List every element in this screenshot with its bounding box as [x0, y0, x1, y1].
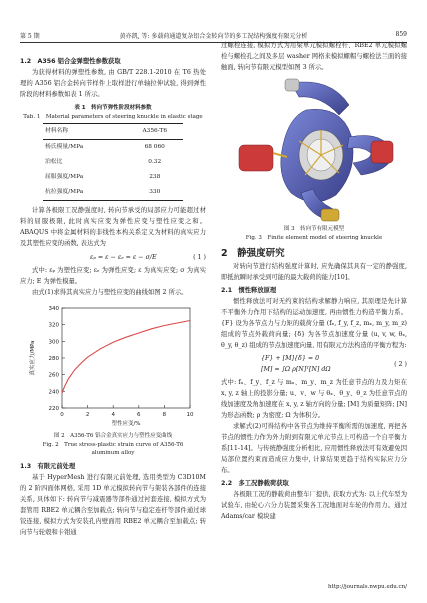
- section-1-3-heading: 1.3 有限元前处理: [20, 462, 76, 470]
- journal-url: http://journals.nwpu.edu.cn/: [328, 584, 407, 590]
- figure-3-caption: [221, 225, 407, 242]
- table-row: [43, 155, 183, 170]
- equation-2-definitions: 式中: fₓ、f_y、f_z 与 mₓ、m_y、m_z 为任意节点的力及力矩在 x, y, z 轴上的投影分量; u、v、w 与 θₓ、θ_y、θ_z 为任意节点的线加速度及角加速度在 x, y, z 轴方向的分量; [M] 为质量矩阵; [N] 为形态函数; ρ 为密度; Ω 为体积分。: [221, 379, 407, 419]
- material-table: [43, 123, 183, 201]
- table-1-caption: [20, 104, 206, 121]
- figure-2-caption-en-2: aluminum alloy: [91, 450, 135, 456]
- y-tick-label: 260: [48, 372, 59, 379]
- section-1-2-heading: 1.2 A356 铝合金弹塑性参数获取: [20, 58, 121, 65]
- section-1-3-text: 基于 HyperMesh 进行有限元前处理, 选用类型为 C3D10M 的 2 阶四面体网格, 采用 1D 单元模拟转向节与架装各部件的连接关系, 具体如下: 转向节与减震器等部件通过衬套连接, 模拟方式为套管用 RBE2 单元耦合至加载点; 转向节与稳定连杆等部件通过球铰连接, 模拟方式为安装孔内壁面用 RBE2 单元耦合至加载点; 转向节与轮毂和卡钳通: [20, 473, 206, 536]
- equation-1-number: ( 1 ): [193, 254, 206, 261]
- y-tick-label: 340: [48, 306, 59, 312]
- table-header-cell: A356-T6: [126, 124, 183, 140]
- table-header-row: [43, 124, 183, 140]
- knuckle-fe-model-image: [221, 75, 407, 225]
- y-tick-label: 240: [48, 389, 59, 396]
- equation-2-line-2: [M] = ∫Ω ρ[N]ᵀ[N] dΩ: [261, 366, 331, 373]
- figure-2-caption-cn: 图 2 A356-T6 铝合金真实应力与塑性应变曲线: [53, 433, 173, 439]
- equation-1: [20, 249, 206, 265]
- fe-model-paragraph: 过螺栓连接, 模拟方式为用梁单元模拟螺栓杆、RBE2 单元模拟螺栓与螺栓孔之间及多层 washer 网格来模拟螺帽与螺栓法兰面的接触面, 转向节有限元模型如图 3 所示。: [221, 42, 407, 71]
- y-axis-label: 真实应力/MPa: [30, 340, 36, 376]
- table-cell: 泊松比: [45, 159, 63, 165]
- table-row: [43, 140, 183, 156]
- equation-2-number: ( 2 ): [394, 361, 407, 368]
- table-cell: 330: [126, 185, 183, 201]
- y-tick-label: 280: [48, 356, 59, 362]
- table-row: [43, 170, 183, 185]
- table-header-cell: 材料名称: [43, 124, 126, 140]
- inertia-relief-result: 求解式(2)可得结构中各节点为维持平衡所需的加速度, 再把各节点的惯性力作为外力附到有限元单元节点上可构造一个自平衡力系[11-14]。与传统静强度分析相比, 应用惯性释放法可有效避免因局部位置约束而造成应力集中, 计算结果更趋于结构实际应力分布。: [221, 423, 407, 474]
- table-cell: 抗拉强度/MPa: [43, 185, 126, 201]
- x-tick-label: 6: [137, 412, 141, 418]
- stress-strain-curve: [62, 321, 190, 394]
- table-cell: 杨氏模量/MPa: [45, 144, 84, 150]
- y-tick-label: 320: [48, 322, 59, 329]
- figure-3-caption-cn: 图 3 转向节有限元模型: [283, 226, 345, 232]
- table-cell: 238: [149, 174, 161, 180]
- table-cell: 屈服强度/MPa: [45, 174, 84, 180]
- running-title: 黄亦凯, 等: 多载荷通道复杂铝合金转向节的多工况结构强度有限元分析: [119, 33, 308, 40]
- plasticity-paragraph: 计算各极限工况静强度时, 转向节承受的局部应力可能超过材料的屈服极限, 此时真实应变为弹性应变与塑性应变之和。ABAQUS 中将金属材料的非线性本构关系定义为材料的真实应力及其塑性应变的函数, 表达式为: [20, 207, 206, 247]
- inertia-relief-paragraph: 惯性释放法可对无约束的结构求解静力响应, 其原理是先计算不平衡外力作用下结构的运动加速度, 再由惯性力构造平衡力系。{F} 设为各节点力与力矩的载荷分量 (fₓ, f_y, f_z, mₓ, m_y, m_z) 组成的节点外载荷向量; {δ} 为各节点加速度分量 (u, v, w, θₓ, θ_y, θ_z) 组成的节点加速度向量, 用有限元方法构造的平衡方程为:: [221, 298, 407, 349]
- section-2-1-heading: 2.1 惯性释放原理: [221, 287, 277, 294]
- x-tick-label: 0: [60, 412, 64, 418]
- y-tick-label: 300: [48, 339, 59, 346]
- left-column: [20, 56, 206, 538]
- table-row: [43, 185, 183, 201]
- right-column: [221, 40, 407, 522]
- y-tick-label: 220: [48, 406, 59, 412]
- equation-1-definitions: 式中: εₚ 为塑性应变; εₑ 为弹性应变; ε 为真实应变; σ 为真实应力; E 为弹性模量。: [20, 267, 206, 285]
- figure-2-intro: 由式(1)求得其真实应力与塑性应变的曲线如图 2 所示。: [32, 289, 188, 296]
- figure-2-caption-en: Fig. 2 True stress-plastic strain curve of A356-T6: [42, 441, 184, 448]
- x-tick-label: 8: [162, 412, 167, 418]
- equation-1-body: εₚ = ε − εₑ = ε − σ/E: [90, 254, 157, 261]
- figure-2-caption: [20, 432, 206, 458]
- x-tick-label: 4: [111, 412, 115, 418]
- section-2-2-text: 各极限工况的静载荷由整车厂提供, 获取方式为: 以上代车型为试验车, 由轮心六分力装置采集各工况地面对车轮的作用力。通过 Adams/car 模块建: [221, 491, 407, 520]
- section-2-text: 对转向节进行结构强度计算时, 应先确保其具有一定的静强度, 即抵抗瞬时承受到可能的最大载荷的能力[10]。: [221, 263, 407, 281]
- page-number: 859: [395, 31, 407, 38]
- x-axis-label: 塑性应变/%: [111, 421, 141, 427]
- issue-number: 第 5 期: [20, 33, 40, 40]
- table-cell: 0.32: [148, 159, 162, 165]
- table-1-caption-en: Tab. 1 Material parameters of steering knuckle in elastic stage: [23, 113, 203, 120]
- section-2-2-heading: 2.2 多工况静载荷获取: [221, 480, 289, 487]
- section-1-2-text: 为获得材料的弹塑性参数, 由 GB/T 228.1-2010 在 T6 热处理的 A356 铝合金转向节样件上取样进行单轴拉伸试验, 得到弹性阶段的材料参数如表 1 所示。: [20, 69, 206, 98]
- x-tick-label: 2: [85, 412, 90, 418]
- plot-frame: [62, 308, 190, 408]
- equation-2: [221, 351, 407, 377]
- table-1-caption-cn: 表 1 转向节弹性阶段材料参数: [74, 105, 152, 111]
- figure-3-caption-en: Fig. 3 Finite element model of steering knuckle: [245, 234, 383, 241]
- stress-strain-chart: [20, 300, 206, 432]
- x-tick-label: 10: [186, 412, 194, 418]
- table-cell: 68 060: [144, 144, 165, 150]
- equation-2-line-1: {F} + [M]{δ̈} = 0: [261, 355, 320, 362]
- section-2-heading: 2 静强度研究: [221, 248, 285, 259]
